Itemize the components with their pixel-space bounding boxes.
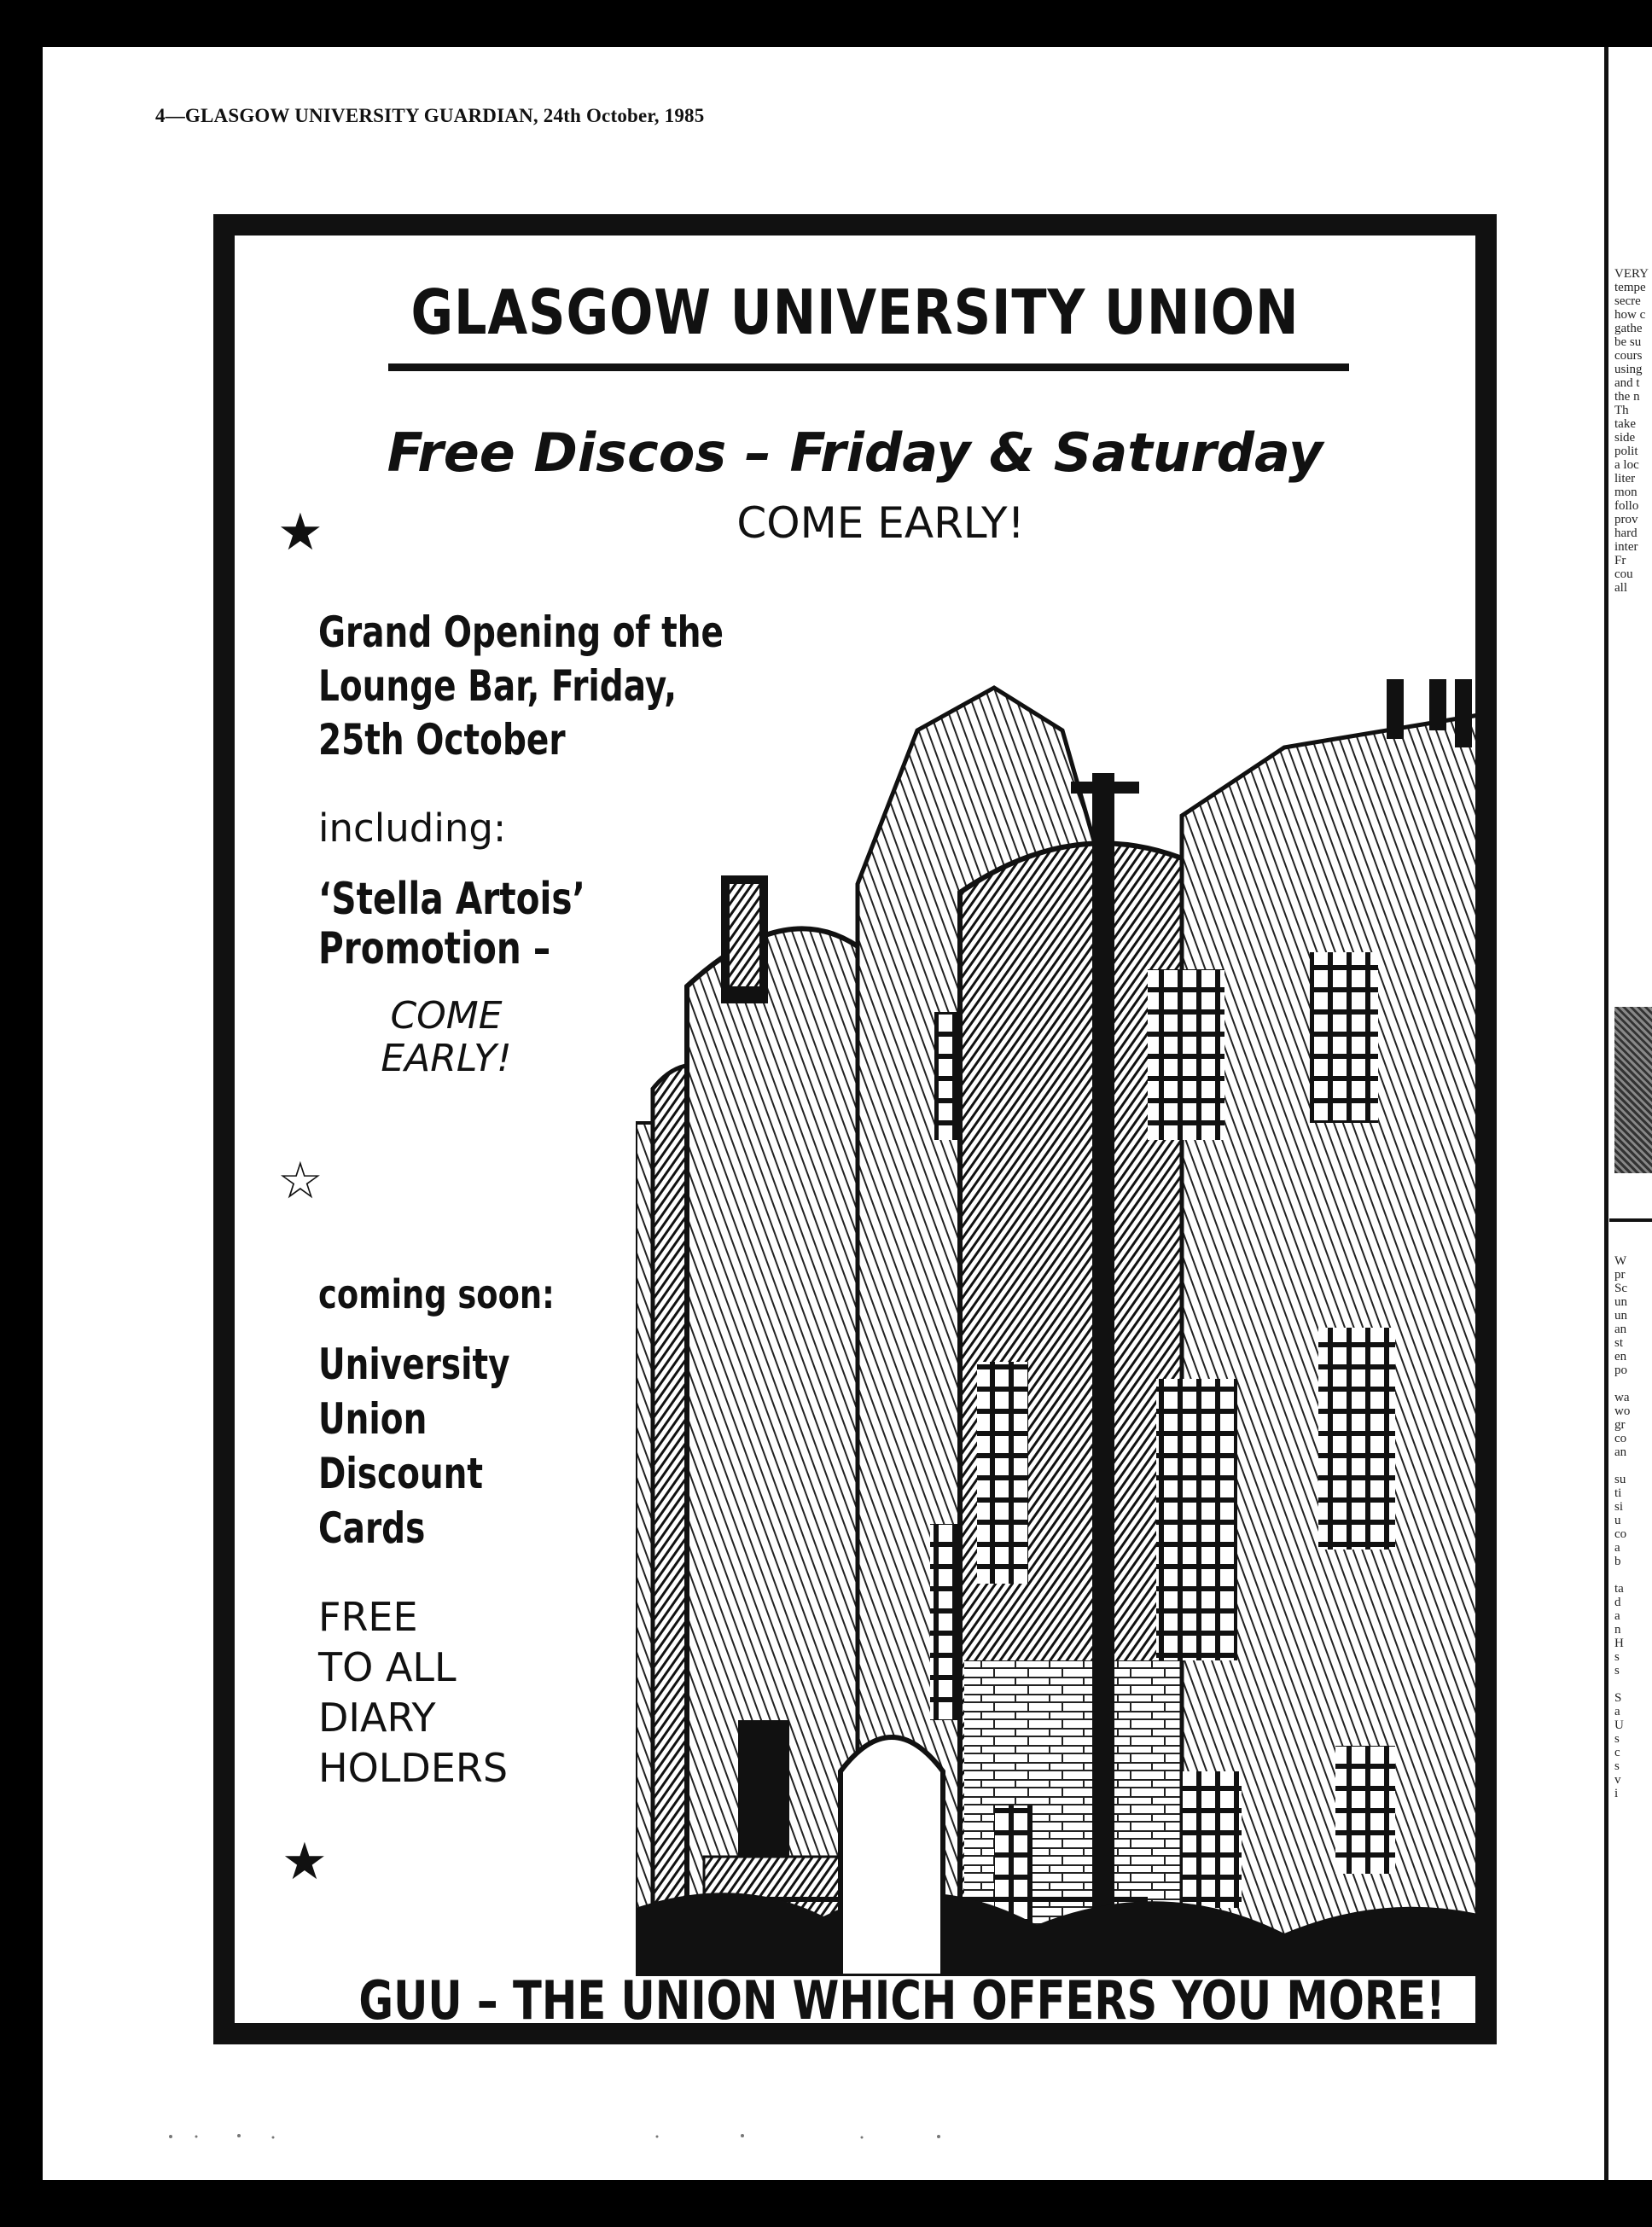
- column-text-line: H: [1614, 1637, 1624, 1650]
- column-text-line: pr: [1614, 1268, 1626, 1282]
- column-text-line: i: [1614, 1787, 1619, 1800]
- column-text-line: b: [1614, 1555, 1621, 1568]
- discount-line: Cards: [318, 1503, 426, 1553]
- column-text-line: mon: [1614, 486, 1637, 499]
- discount-line: Union: [318, 1394, 428, 1444]
- stella-line: ‘Stella Artois’: [318, 874, 585, 925]
- column-text-line: using: [1614, 363, 1643, 376]
- column-text-line: [1614, 1459, 1630, 1473]
- column-text-line: d: [1614, 1596, 1621, 1609]
- star-filled-icon: ★: [277, 503, 323, 562]
- discount-cards-text: [318, 1337, 510, 1555]
- column-text-line: wo: [1614, 1404, 1631, 1418]
- column-text-line: W: [1614, 1254, 1627, 1268]
- column-text-line: an: [1614, 1323, 1627, 1336]
- column-text-line: and t: [1614, 376, 1640, 390]
- column-text-line: a: [1614, 1705, 1620, 1718]
- column-text-line: polit: [1614, 445, 1638, 458]
- column-text-line: prov: [1614, 513, 1638, 526]
- coming-soon-label: coming soon:: [318, 1271, 555, 1317]
- free-offer-line: TO ALL: [318, 1644, 457, 1690]
- column-text-line: gathe: [1614, 322, 1643, 335]
- print-noise: [162, 2133, 299, 2140]
- column-rule: [1604, 47, 1608, 2180]
- discount-line: University: [318, 1340, 510, 1389]
- column-text-line: co: [1614, 1432, 1627, 1445]
- guu-advertisement: [213, 214, 1497, 2044]
- running-head: 4—GLASGOW UNIVERSITY GUARDIAN, 24th October, 1985: [155, 105, 705, 126]
- column-text-line: liter: [1614, 472, 1636, 486]
- free-offer-line: FREE: [318, 1594, 418, 1640]
- column-text-line: Fr: [1614, 554, 1626, 567]
- column-text-line: Th: [1614, 404, 1629, 417]
- column-text-line: [1614, 1377, 1630, 1391]
- column-text-line: gr: [1614, 1418, 1626, 1432]
- come-early-italic: [361, 995, 532, 1080]
- column-text-line: st: [1614, 1336, 1624, 1350]
- column-text-line: v: [1614, 1773, 1621, 1787]
- column-text-line: c: [1614, 1746, 1620, 1759]
- print-noise: [640, 2133, 981, 2140]
- column-text-line: wa: [1614, 1391, 1630, 1404]
- column-text-line: po: [1614, 1364, 1627, 1377]
- free-offer-line: DIARY: [318, 1695, 436, 1741]
- column-text-line: a loc: [1614, 458, 1639, 472]
- column-text-line: en: [1614, 1350, 1627, 1364]
- stella-line: Promotion –: [318, 923, 551, 974]
- column-text-block: [1614, 267, 1649, 595]
- column-text-line: ta: [1614, 1582, 1624, 1596]
- column-text-line: un: [1614, 1295, 1627, 1309]
- column-text-line: s: [1614, 1732, 1620, 1746]
- column-photo: [1614, 1007, 1652, 1173]
- free-offer-text: [318, 1592, 508, 1794]
- column-text-line: s: [1614, 1759, 1620, 1773]
- column-text-line: a: [1614, 1609, 1620, 1623]
- star-filled-icon: ★: [282, 1832, 328, 1892]
- column-text-line: s: [1614, 1650, 1620, 1664]
- come-early-line: COME: [390, 994, 503, 1038]
- column-text-line: a: [1614, 1541, 1620, 1555]
- column-text-line: take: [1614, 417, 1636, 431]
- column-text-line: un: [1614, 1309, 1627, 1323]
- column-text-line: VERY: [1614, 267, 1649, 281]
- column-text-line: follo: [1614, 499, 1639, 513]
- column-text-line: si: [1614, 1500, 1624, 1514]
- adjacent-column: [1604, 47, 1652, 2180]
- newspaper-page: [43, 47, 1652, 2180]
- ad-title: GLASGOW UNIVERSITY UNION: [410, 276, 1300, 348]
- column-text-line: u: [1614, 1514, 1621, 1527]
- column-text-line: cours: [1614, 349, 1643, 363]
- column-text-line: su: [1614, 1473, 1626, 1486]
- free-discos-heading: Free Discos – Friday & Saturday: [387, 422, 1323, 484]
- union-building-illustration: [636, 679, 1489, 1976]
- column-text-line: s: [1614, 1664, 1620, 1678]
- column-text-line: cou: [1614, 567, 1633, 581]
- stella-promotion-text: [318, 875, 585, 974]
- discount-line: Discount: [318, 1449, 484, 1498]
- column-divider: [1609, 1218, 1652, 1222]
- come-early-heading: COME EARLY!: [736, 498, 1025, 548]
- star-outline-icon: ☆: [277, 1151, 323, 1211]
- column-text-line: be su: [1614, 335, 1642, 349]
- column-text-line: tempe: [1614, 281, 1646, 294]
- title-underline: [388, 363, 1349, 371]
- ad-slogan: GUU – THE UNION WHICH OFFERS YOU MORE!: [358, 1969, 1446, 2032]
- column-text-line: n: [1614, 1623, 1621, 1637]
- column-text-line: S: [1614, 1691, 1622, 1705]
- grand-opening-line: Lounge Bar, Friday,: [318, 661, 678, 711]
- including-label: including:: [318, 805, 507, 851]
- free-offer-line: HOLDERS: [318, 1745, 509, 1791]
- column-text-line: [1614, 1678, 1630, 1691]
- column-text-line: hard: [1614, 526, 1637, 540]
- column-text-line: [1614, 1568, 1630, 1582]
- come-early-line: EARLY!: [381, 1037, 512, 1080]
- column-text-line: the n: [1614, 390, 1640, 404]
- column-text-line: an: [1614, 1445, 1627, 1459]
- column-text-block: [1614, 1254, 1630, 1800]
- column-text-line: co: [1614, 1527, 1627, 1541]
- column-text-line: ti: [1614, 1486, 1622, 1500]
- column-text-line: all: [1614, 581, 1627, 595]
- column-text-line: U: [1614, 1718, 1624, 1732]
- grand-opening-line: 25th October: [318, 715, 566, 765]
- column-text-line: secre: [1614, 294, 1641, 308]
- column-text-line: side: [1614, 431, 1636, 445]
- column-text-line: Sc: [1614, 1282, 1627, 1295]
- column-text-line: how c: [1614, 308, 1646, 322]
- column-text-line: inter: [1614, 540, 1638, 554]
- grand-opening-line: Grand Opening of the: [318, 608, 724, 657]
